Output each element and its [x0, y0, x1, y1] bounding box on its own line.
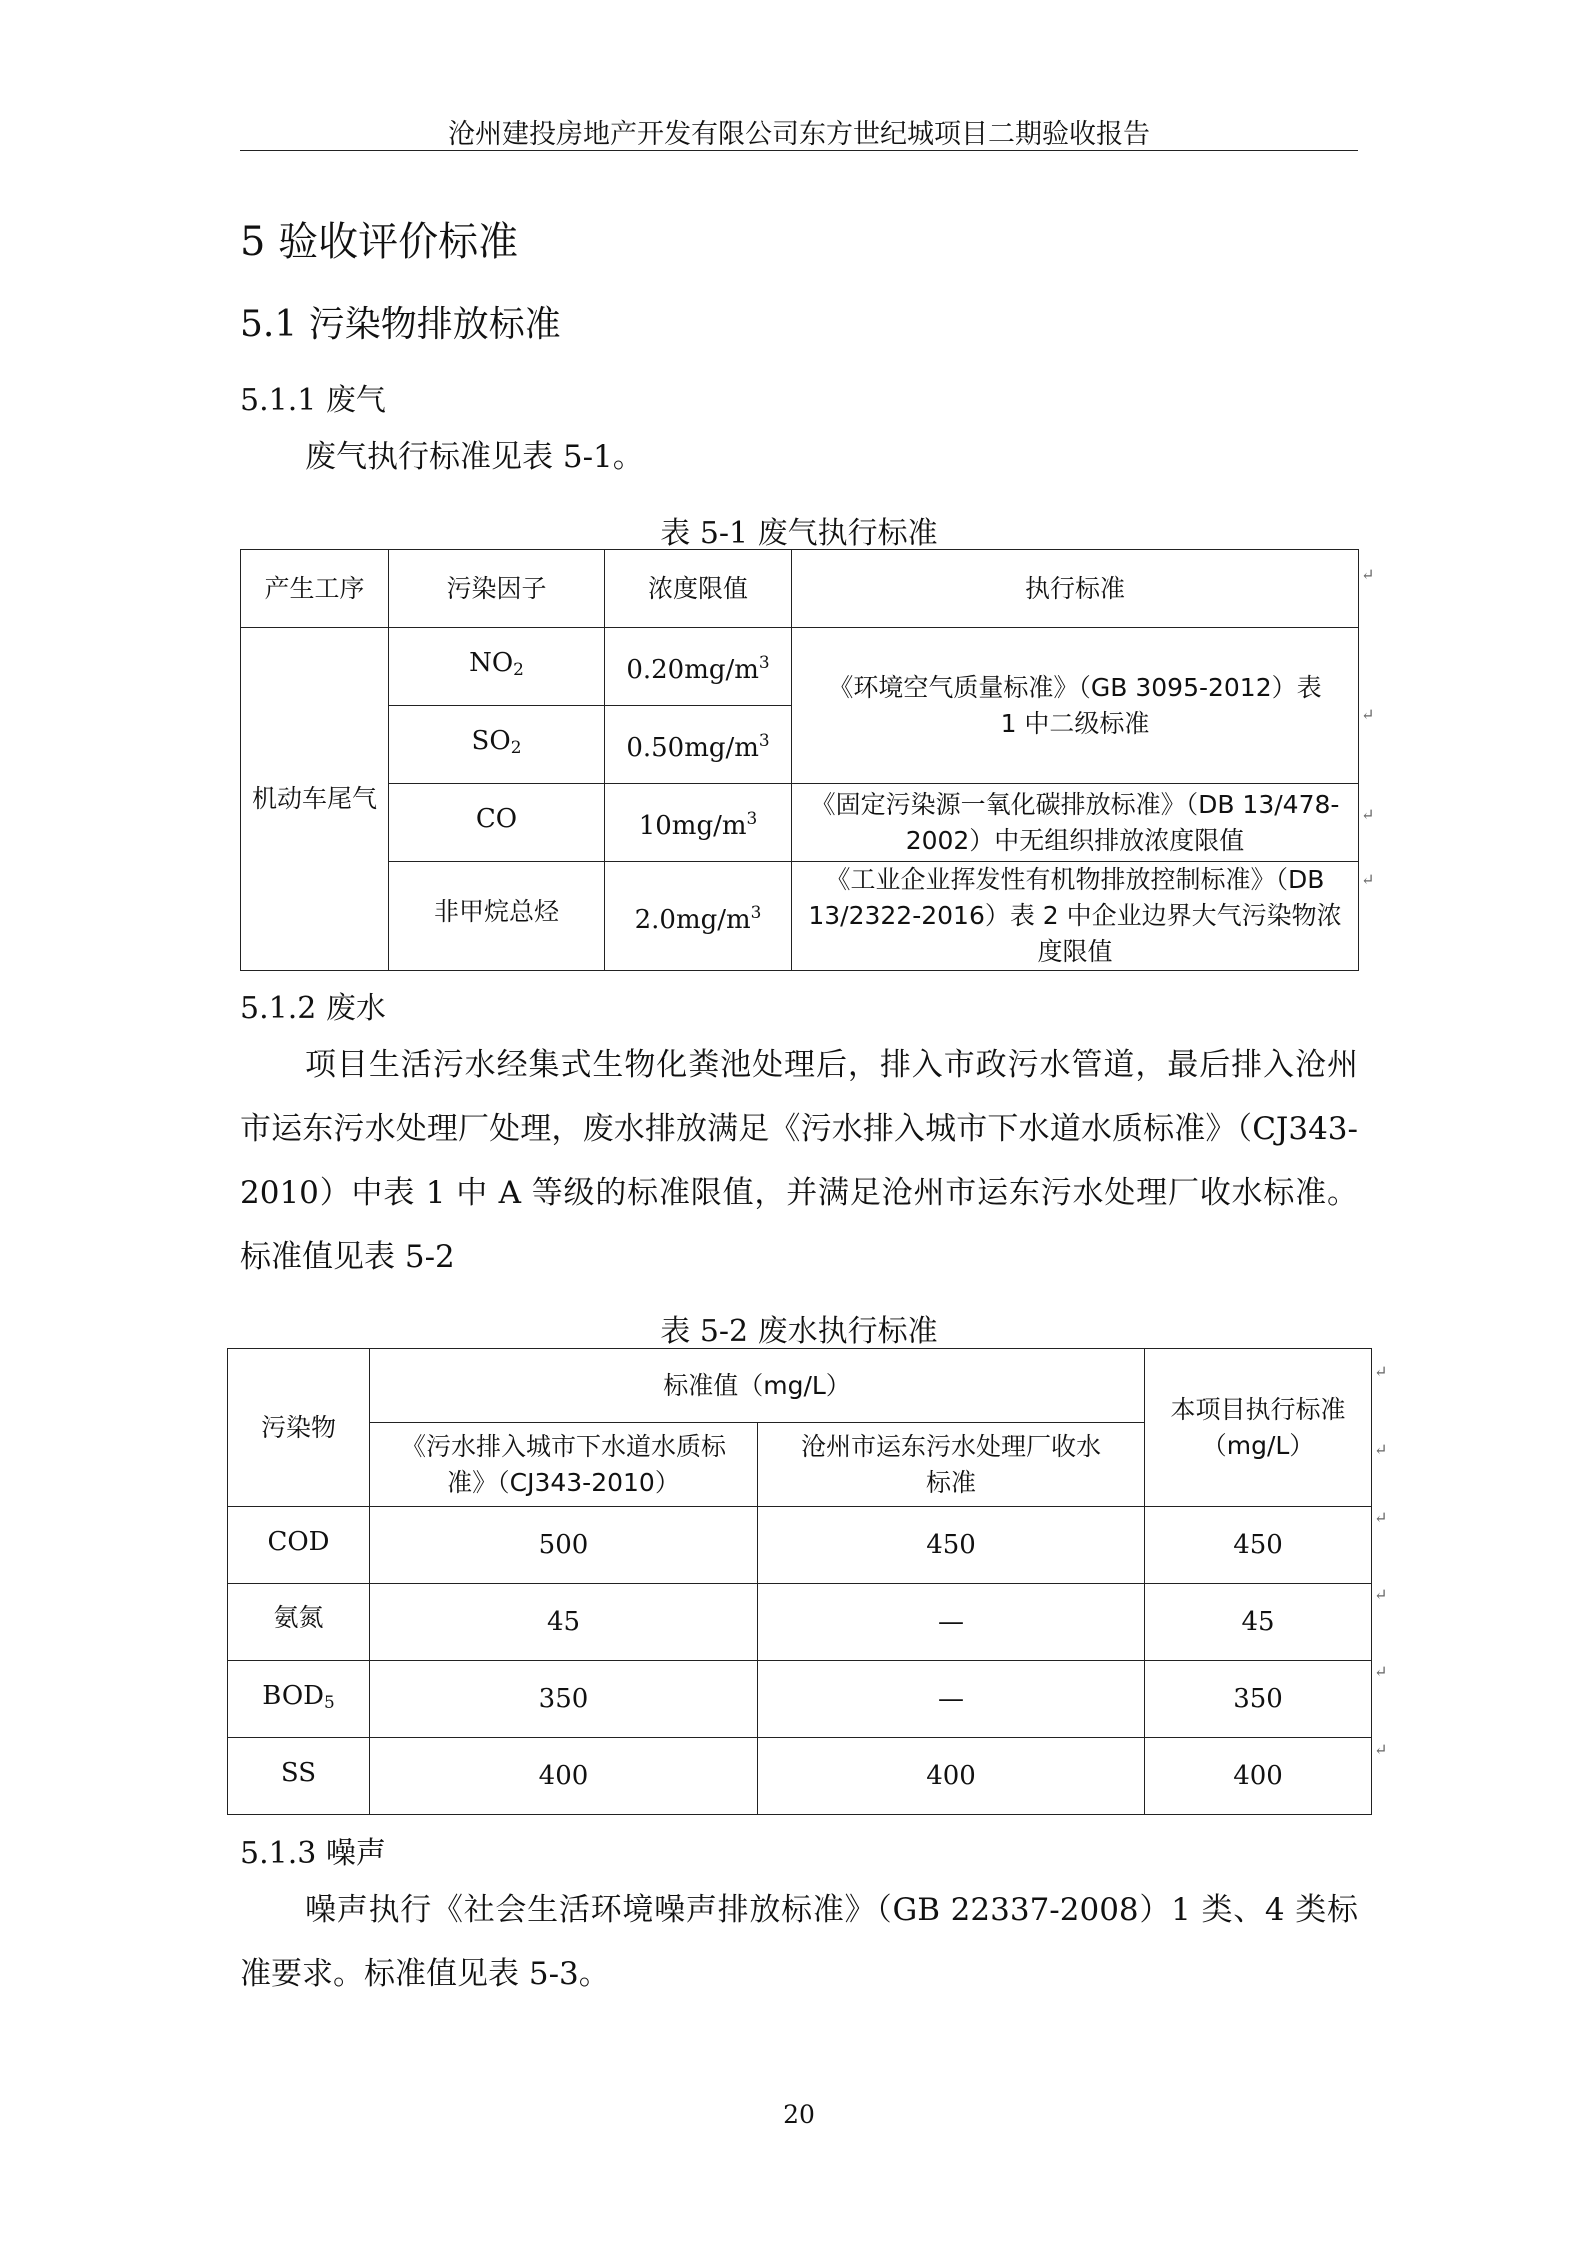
table-row [241, 784, 1359, 862]
limit-cell: $0.20mg/m^3$ [605, 628, 792, 706]
process-cell: 机动车尾气 [241, 628, 389, 971]
gas-intro-paragraph: 废气执行标准见表 5-1。 [305, 439, 644, 475]
value-cell: 350 [370, 1661, 758, 1738]
pollutant-cell: $BOD_5$ [228, 1661, 370, 1738]
paragraph-mark-icon: ↵ [1374, 1585, 1388, 1604]
subsubsection-heading-gas: 5.1.1 废气 [240, 383, 386, 418]
value-cell: 450 [758, 1507, 1145, 1584]
paragraph-mark-icon: ↵ [1361, 870, 1375, 889]
paragraph-mark-icon: ↵ [1374, 1440, 1388, 1459]
subsection-heading: 5.1 污染物排放标准 [240, 304, 561, 345]
standard-cell: 《工业企业挥发性有机物排放控制标准》（DB 13/2322-2016）表 2 中企业边界大气污染物浓度限值 [792, 862, 1359, 971]
table-row [241, 862, 1359, 971]
table-row [228, 1661, 1372, 1738]
value-cell: — [758, 1661, 1145, 1738]
header-cell: 沧州市运东污水处理厂收水标准 [758, 1423, 1145, 1507]
exhaust-standard-table [240, 549, 1359, 971]
water-paragraph: 项目生活污水经集式生物化粪池处理后，排入市政污水管道，最后排入沧州市运东污水处理厂处理，废水排放满足《污水排入城市下水道水质标准》（CJ343-2010）中表 1 中 A 等级的标准限值，并满足沧州市运东污水处理厂收水标准。标准值见表 5-2 [240, 1047, 1358, 1275]
value-cell: — [758, 1584, 1145, 1661]
page-header: 沧州建投房地产开发有限公司东方世纪城项目二期验收报告 [448, 119, 1150, 150]
limit-cell: $0.50mg/m^3$ [605, 706, 792, 784]
value-cell: 350 [1145, 1661, 1372, 1738]
header-cell: 标准值（mg/L） [370, 1349, 1145, 1423]
paragraph-mark-icon: ↵ [1374, 1508, 1388, 1527]
table-row [228, 1507, 1372, 1584]
table-row [228, 1738, 1372, 1815]
paragraph-mark-icon: ↵ [1361, 565, 1375, 584]
noise-paragraph: 噪声执行《社会生活环境噪声排放标准》（GB 22337-2008）1 类、4 类标准要求。标准值见表 5-3。 [240, 1892, 1358, 1992]
value-cell: 400 [1145, 1738, 1372, 1815]
standard-cell: 《环境空气质量标准》（GB 3095-2012）表 1 中二级标准 [792, 628, 1359, 784]
factor-cell: CO [389, 784, 605, 862]
value-cell: 45 [1145, 1584, 1372, 1661]
table1-caption: 表 5-1 废气执行标准 [660, 516, 938, 551]
subsubsection-heading-water: 5.1.2 废水 [240, 991, 386, 1026]
paragraph-mark-icon: ↵ [1374, 1740, 1388, 1759]
pollutant-cell: SS [228, 1738, 370, 1815]
standard-cell: 《固定污染源一氧化碳排放标准》（DB 13/478-2002）中无组织排放浓度限值 [792, 784, 1359, 862]
header-cell: 污染因子 [389, 550, 605, 628]
subsubsection-heading-noise: 5.1.3 噪声 [240, 1836, 386, 1871]
table-header-row [241, 550, 1359, 628]
limit-cell: $10mg/m^3$ [605, 784, 792, 862]
header-cell: 浓度限值 [605, 550, 792, 628]
paragraph-mark-icon: ↵ [1361, 805, 1375, 824]
value-cell: 400 [758, 1738, 1145, 1815]
header-cell: 产生工序 [241, 550, 389, 628]
table-row [228, 1584, 1372, 1661]
pollutant-cell: COD [228, 1507, 370, 1584]
factor-cell: $NO_2$ [389, 628, 605, 706]
value-cell: 400 [370, 1738, 758, 1815]
limit-cell: $2.0mg/m^3$ [605, 862, 792, 971]
paragraph-mark-icon: ↵ [1374, 1662, 1388, 1681]
header-cell: 《污水排入城市下水道水质标准》（CJ343-2010） [370, 1423, 758, 1507]
table-row [241, 628, 1359, 706]
paragraph-mark-icon: ↵ [1361, 705, 1375, 724]
value-cell: 450 [1145, 1507, 1372, 1584]
pollutant-cell: 氨氮 [228, 1584, 370, 1661]
value-cell: 45 [370, 1584, 758, 1661]
header-cell: 污染物 [228, 1349, 370, 1507]
header-cell: 执行标准 [792, 550, 1359, 628]
section-heading: 5 验收评价标准 [240, 219, 519, 265]
table2-caption: 表 5-2 废水执行标准 [660, 1314, 938, 1349]
value-cell: 500 [370, 1507, 758, 1584]
table-header-row [228, 1349, 1372, 1423]
page-number: 20 [783, 2100, 815, 2129]
factor-cell: $SO_2$ [389, 706, 605, 784]
header-divider [240, 150, 1358, 151]
header-cell: 本项目执行标准（mg/L） [1145, 1349, 1372, 1507]
paragraph-mark-icon: ↵ [1374, 1362, 1388, 1381]
wastewater-standard-table [227, 1348, 1372, 1815]
factor-cell: 非甲烷总烃 [389, 862, 605, 971]
